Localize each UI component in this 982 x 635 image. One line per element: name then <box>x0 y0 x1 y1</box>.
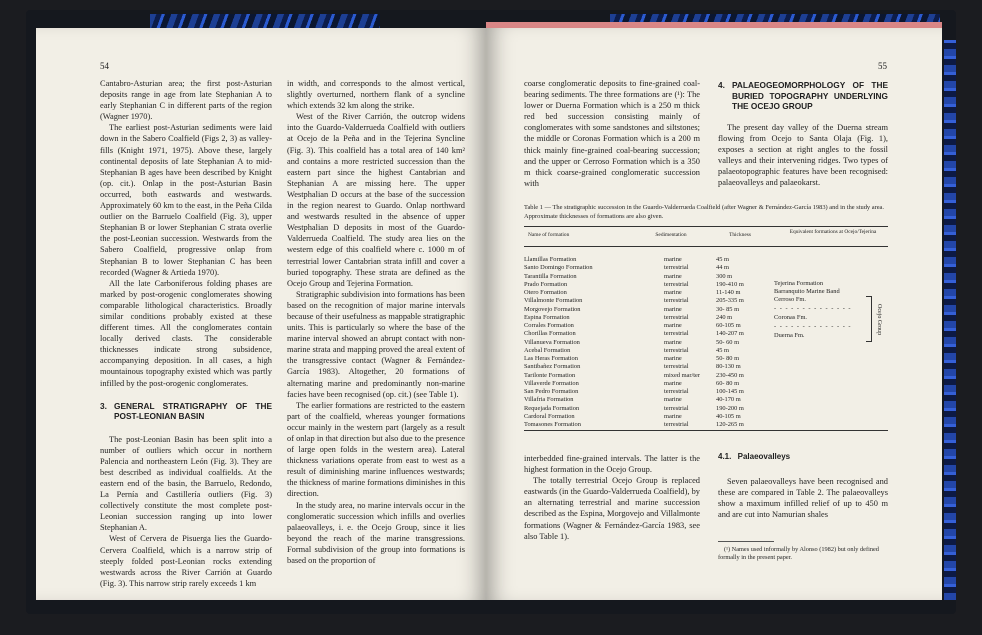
table-cell-thickness: 60- 80 m <box>716 379 740 387</box>
table-cell-sedimentation: terrestrial <box>664 388 689 395</box>
paragraph: The earlier formations are restricted to the eastern part of the coalfield, whereas younger formations occur mainly in the western part (largely as a result of onlap in that direction but also due to the presence of large open folds in the western area). Lateral thickness variations operate from east to west as a result of diminishing marine influences westwards; the thickness of marine formations diminishes in this direction. <box>287 400 465 499</box>
paragraph: coarse conglomeratic deposits to fine-grained coal-bearing sediments. The three formations are (¹): The lower or Duerna Formation which is a 250 m thick red bed succession consisting mainly of conglomerates with some sandstones and siltstones; the middle or Coronas Formation which is a 200 m thick mainly fine-grained coal-bearing succession; and the upper or Cerroso Formation which is a 350 m thick coarse-grained conglomeratic succession with <box>524 79 700 188</box>
table-cell-sedimentation: terrestrial <box>664 363 689 371</box>
table-rule-bottom <box>524 430 888 431</box>
table-rule-mid <box>524 246 888 247</box>
equiv-coronas: Coronas Fm. <box>774 314 808 321</box>
table-cell-sedimentation: terrestrial <box>664 404 689 412</box>
table-column-names <box>524 256 593 429</box>
paragraph: The post-Leonian Basin has been split into a number of outliers which occur in northern Palencia and northeastern León (Fig. 3). They are best described as individual coalfields. At the eastern end of the basin, the Barruelo, Redondo, La Pernía and Castillería outliers (Fig. 3) collectively constitute the most complete post-Leonian succession ranging up into lower Stephanian A. <box>100 434 272 533</box>
paragraph: The earliest post-Asturian sediments were laid down in the Sabero Coalfield (Figs 2, 3) as valley-fills (Knight 1971, 1975). Above these, largely continental deposits of late Stephanian A to mid-Stephanian B ages have been described by Knight (op. cit.). Onlap in the post-Asturian Basin occurred, both eastwards and westwards. Approximately 60 km to the east, in the Peña Cilda outlier on the Barruelo Coalfield (Fig. 3), upper Stephanian B or lower Stephanian C strata overlie the post-Leonian succession. Westwards from the Sabero Coalfield, progressive onlap from Stephanian B to lower Stephanian C has been recorded (Wagner & Artieda 1970). <box>100 123 272 277</box>
right-column-2-bottom <box>718 451 888 520</box>
table-cell-thickness: 230-450 m <box>716 371 744 379</box>
marbled-cover-side <box>944 40 956 600</box>
paragraph: The present day valley of the Duerna stream flowing from Ocejo to Santa Olaja (Fig. 1), exposes a section at right angles to the fossil valleys and their intervening ridges. Two types of palaeotopographic features have been recognised: palaeovalleys and palaeokarst. <box>718 122 888 187</box>
table-cell-sedimentation: marine <box>664 256 682 263</box>
left-column-1 <box>100 78 272 589</box>
group-bracket <box>866 296 872 342</box>
table-cell-sedimentation: mixed mar/ter <box>664 371 701 379</box>
table-cell-sedimentation: terrestrial <box>664 297 689 305</box>
table-cell-thickness: 100-145 m <box>716 388 744 395</box>
table-cell-sedimentation: terrestrial <box>664 346 689 354</box>
table-cell-formation: Villanueva Formation <box>524 338 580 346</box>
table-cell-formation: Acebal Formation <box>524 346 571 354</box>
equiv-duerna: Duerna Fm. <box>774 332 805 339</box>
paragraph: Stratigraphic subdivision into formations has been based on the recognition of major marine intervals because of their usefulness as mappable stratigraphic units. This is particularly so where the base of the marine interval showed an abrupt contact with non-marine strata and mapping proved the areal extent of the transgressive contact (Wagner & Fernández-García 1983). Altogether, 20 formations of alternating marine and predominantly non-marine facies have been recognised (op. cit.) (see Table 1). <box>287 289 465 399</box>
section-heading: 3. GENERAL STRATIGRAPHY OF THE POST-LEONIAN BASIN <box>100 400 272 422</box>
table-cell-sedimentation: marine <box>664 272 682 280</box>
table-cell-thickness: 140-207 m <box>716 330 744 338</box>
table-cell-formation: Llamillas Formation <box>524 256 577 263</box>
table-cell-formation: Tarilonte Formation <box>524 371 576 379</box>
table-cell-formation: Morgovejo Formation <box>524 305 581 313</box>
table-cell-formation: Santibañez Formation <box>524 363 581 371</box>
paragraph: Cantabro-Asturian area; the first post-Asturian deposits range in age from late Stephanian A to early Stephanian C in different parts of the region (Wagner 1970). <box>100 79 272 122</box>
table-cell-sedimentation: marine <box>664 379 682 387</box>
section-heading: 4. PALAEOGEOMORPHOLOGY OF THE BURIED TOPOGRAPHY UNDERLYING THE OCEJO GROUP <box>718 80 888 111</box>
table-cell-sedimentation: marine <box>664 289 682 296</box>
paragraph: in width, and corresponds to the almost vertical, slightly overturned, northern flank of a syncline which extends 32 km along the strike. <box>287 79 465 111</box>
table-cell-formation: Requejada Formation <box>524 404 580 412</box>
table-header-equivalent: Equivalent formations at Ocejo/Tejerina <box>789 229 877 235</box>
table-header-name: Name of formation <box>528 232 570 238</box>
table-cell-thickness: 60-105 m <box>716 322 741 329</box>
paragraph: Seven palaeovalleys have been recognised and these are compared in Table 2. The palaeovalleys show a maximum infilled relief of up to 450 m and are cut into Namurian shales <box>718 477 888 520</box>
table-cell-formation: Prado Formation <box>524 280 568 288</box>
footnote: (¹) Names used informally by Alonso (1982) but only defined formally in the present paper. <box>718 546 879 561</box>
left-column-2 <box>287 78 465 566</box>
table-cell-thickness: 205-335 m <box>716 297 744 305</box>
table-cell-sedimentation: terrestrial <box>664 280 689 288</box>
table-cell-formation: Cardoral Formation <box>524 412 575 420</box>
table-cell-formation: Corrales Formation <box>524 322 574 329</box>
table-cell-sedimentation: terrestrial <box>664 330 689 338</box>
table-cell-sedimentation: marine <box>664 305 682 313</box>
table-cell-sedimentation: marine <box>664 355 682 362</box>
paragraph: In the study area, no marine intervals occur in the conglomeratic succession which infills and overlies palaeovalleys, i. e. the Ocejo Group, since it lies beyond the reach of the marine transgressions. Formal subdivision of the group into formations is based on the proportion of <box>287 500 465 566</box>
table-column-sedimentation <box>664 256 700 429</box>
table-cell-formation: Las Heras Formation <box>524 355 578 362</box>
table-cell-formation: San Pedro Formation <box>524 388 579 395</box>
table-cell-thickness: 11-140 m <box>716 289 741 296</box>
table-cell-sedimentation: marine <box>664 412 682 420</box>
paragraph: West of the River Carrión, the outcrop widens into the Guardo-Valderrueda Coalfield with outliers at Ocejo de la Peña and in the Tejerina Syncline (Fig. 3). This coalfield has a total area of 140 km² and contains a more restricted succession than the eastern part since the highest Cantabrian and Stephanian A are missing here. The upper Westphalian D occurs at the base of the succession in the region nearest to Guardo. Onlap northward and westwards resulted in the absence of upper Westphalian D deposits in most of the Guardo-Valderrueda Coalfield. The study area lies on the western edge of this coalfield where c. 1000 m of terrestrial lower Cantabrian strata infill and cover a buried topography. These strata are defined as the Ocejo Group and Tejerina Formation. <box>287 112 465 288</box>
table-cell-formation: Villalmonte Formation <box>524 297 583 305</box>
table-rule-top <box>524 226 888 227</box>
equiv-cerroso: Cerroso Fm. <box>774 296 806 303</box>
table-cell-formation: Tarantilla Formation <box>524 272 577 280</box>
table-cell-thickness: 240 m <box>716 313 733 321</box>
table-cell-thickness: 40-170 m <box>716 396 741 404</box>
table-cell-sedimentation: marine <box>664 338 682 346</box>
table-cell-thickness: 40-105 m <box>716 412 741 420</box>
table-cell-thickness: 120-265 m <box>716 421 744 428</box>
equiv-barranquito: Barranquito Marine Band <box>774 288 840 295</box>
subsection-heading: 4.1. Palaeovalleys <box>718 452 791 461</box>
equiv-dashes: - - - - - - - - - - - - - - <box>774 323 852 330</box>
equiv-tejerina: Tejerina Formation <box>774 280 824 287</box>
page-number: 55 <box>878 61 887 71</box>
group-label: Ocejo Group <box>876 304 882 336</box>
table-cell-thickness: 300 m <box>716 272 733 280</box>
table-cell-sedimentation: marine <box>664 396 682 404</box>
table-column-thickness <box>716 256 744 429</box>
table-cell-thickness: 190-200 m <box>716 404 744 412</box>
table-cell-thickness: 44 m <box>716 264 729 272</box>
table-cell-formation: Santo Domingo Formation <box>524 264 593 272</box>
table-cell-sedimentation: terrestrial <box>664 313 689 321</box>
footnote-rule <box>718 541 774 542</box>
table-cell-thickness: 30- 85 m <box>716 305 740 313</box>
table-cell-thickness: 45 m <box>716 346 729 354</box>
paragraph: All the late Carboniferous folding phases are marked by post-orogenic conglomerates showing comparable lithological characteristics. Broadly similar conditions probably existed at these different times. All the conglomerates contain locally derived clasts. The considerable thicknesses indicate strong subsidence, accompanying deposition. In all cases, a high mountainous topography existed which was partly infilled by the post-orogenic conglomerates. <box>100 278 272 388</box>
table-cell-sedimentation: terrestrial <box>664 421 689 428</box>
left-page <box>36 28 486 600</box>
table-cell-sedimentation: marine <box>664 322 682 329</box>
table-cell-thickness: 190-410 m <box>716 280 744 288</box>
right-page <box>486 28 942 600</box>
right-column-2-top <box>718 80 888 188</box>
table-cell-thickness: 50- 80 m <box>716 355 740 362</box>
table-cell-formation: Otero Formation <box>524 289 567 296</box>
paragraph: interbedded fine-grained intervals. The latter is the highest formation in the Ocejo Group. <box>524 454 700 475</box>
paragraph: West of Cervera de Pisuerga lies the Guardo-Cervera Coalfield, which is a narrow strip of steeply folded post-Leonian rocks extending westwards across the River Carrión at Guardo (Fig. 3). This narrow strip rarely exceeds 1 km <box>100 534 272 588</box>
table-cell-formation: Villafria Formation <box>524 396 574 404</box>
table-header-sedimentation: Sedimentation <box>655 232 687 238</box>
paragraph: The totally terrestrial Ocejo Group is replaced eastwards (in the Guardo-Valderrueda Coalfield), by an alternating terrestrial and marine succession described as the Espina, Morgovejo and Villalmonte formations (Wagner & Fernández-García 1983, see also Table 1). <box>524 476 700 541</box>
right-column-1-top <box>524 78 700 189</box>
equiv-dashes: - - - - - - - - - - - - - - <box>774 305 852 312</box>
table-cell-formation: Tomasones Formation <box>524 421 581 428</box>
table-cell-sedimentation: terrestrial <box>664 264 689 272</box>
table-cell-thickness: 50- 60 m <box>716 338 740 346</box>
table-cell-thickness: 45 m <box>716 256 729 263</box>
table-cell-formation: Espina Formation <box>524 313 570 321</box>
table-cell-formation: Chorillas Formation <box>524 330 576 338</box>
table-cell-formation: Villaverde Formation <box>524 379 579 387</box>
right-column-1-bottom <box>524 453 700 542</box>
page-number: 54 <box>100 61 109 71</box>
table-header-thickness: Thickness <box>729 232 751 238</box>
table-caption: Table 1 — The stratigraphic succession in the Guardo-Valderrueda Coalfield (after Wagner & Fernández-García 1983) and in the study area. Approximate thicknesses of formations are also given. <box>524 204 884 220</box>
table-cell-thickness: 80-130 m <box>716 363 741 371</box>
